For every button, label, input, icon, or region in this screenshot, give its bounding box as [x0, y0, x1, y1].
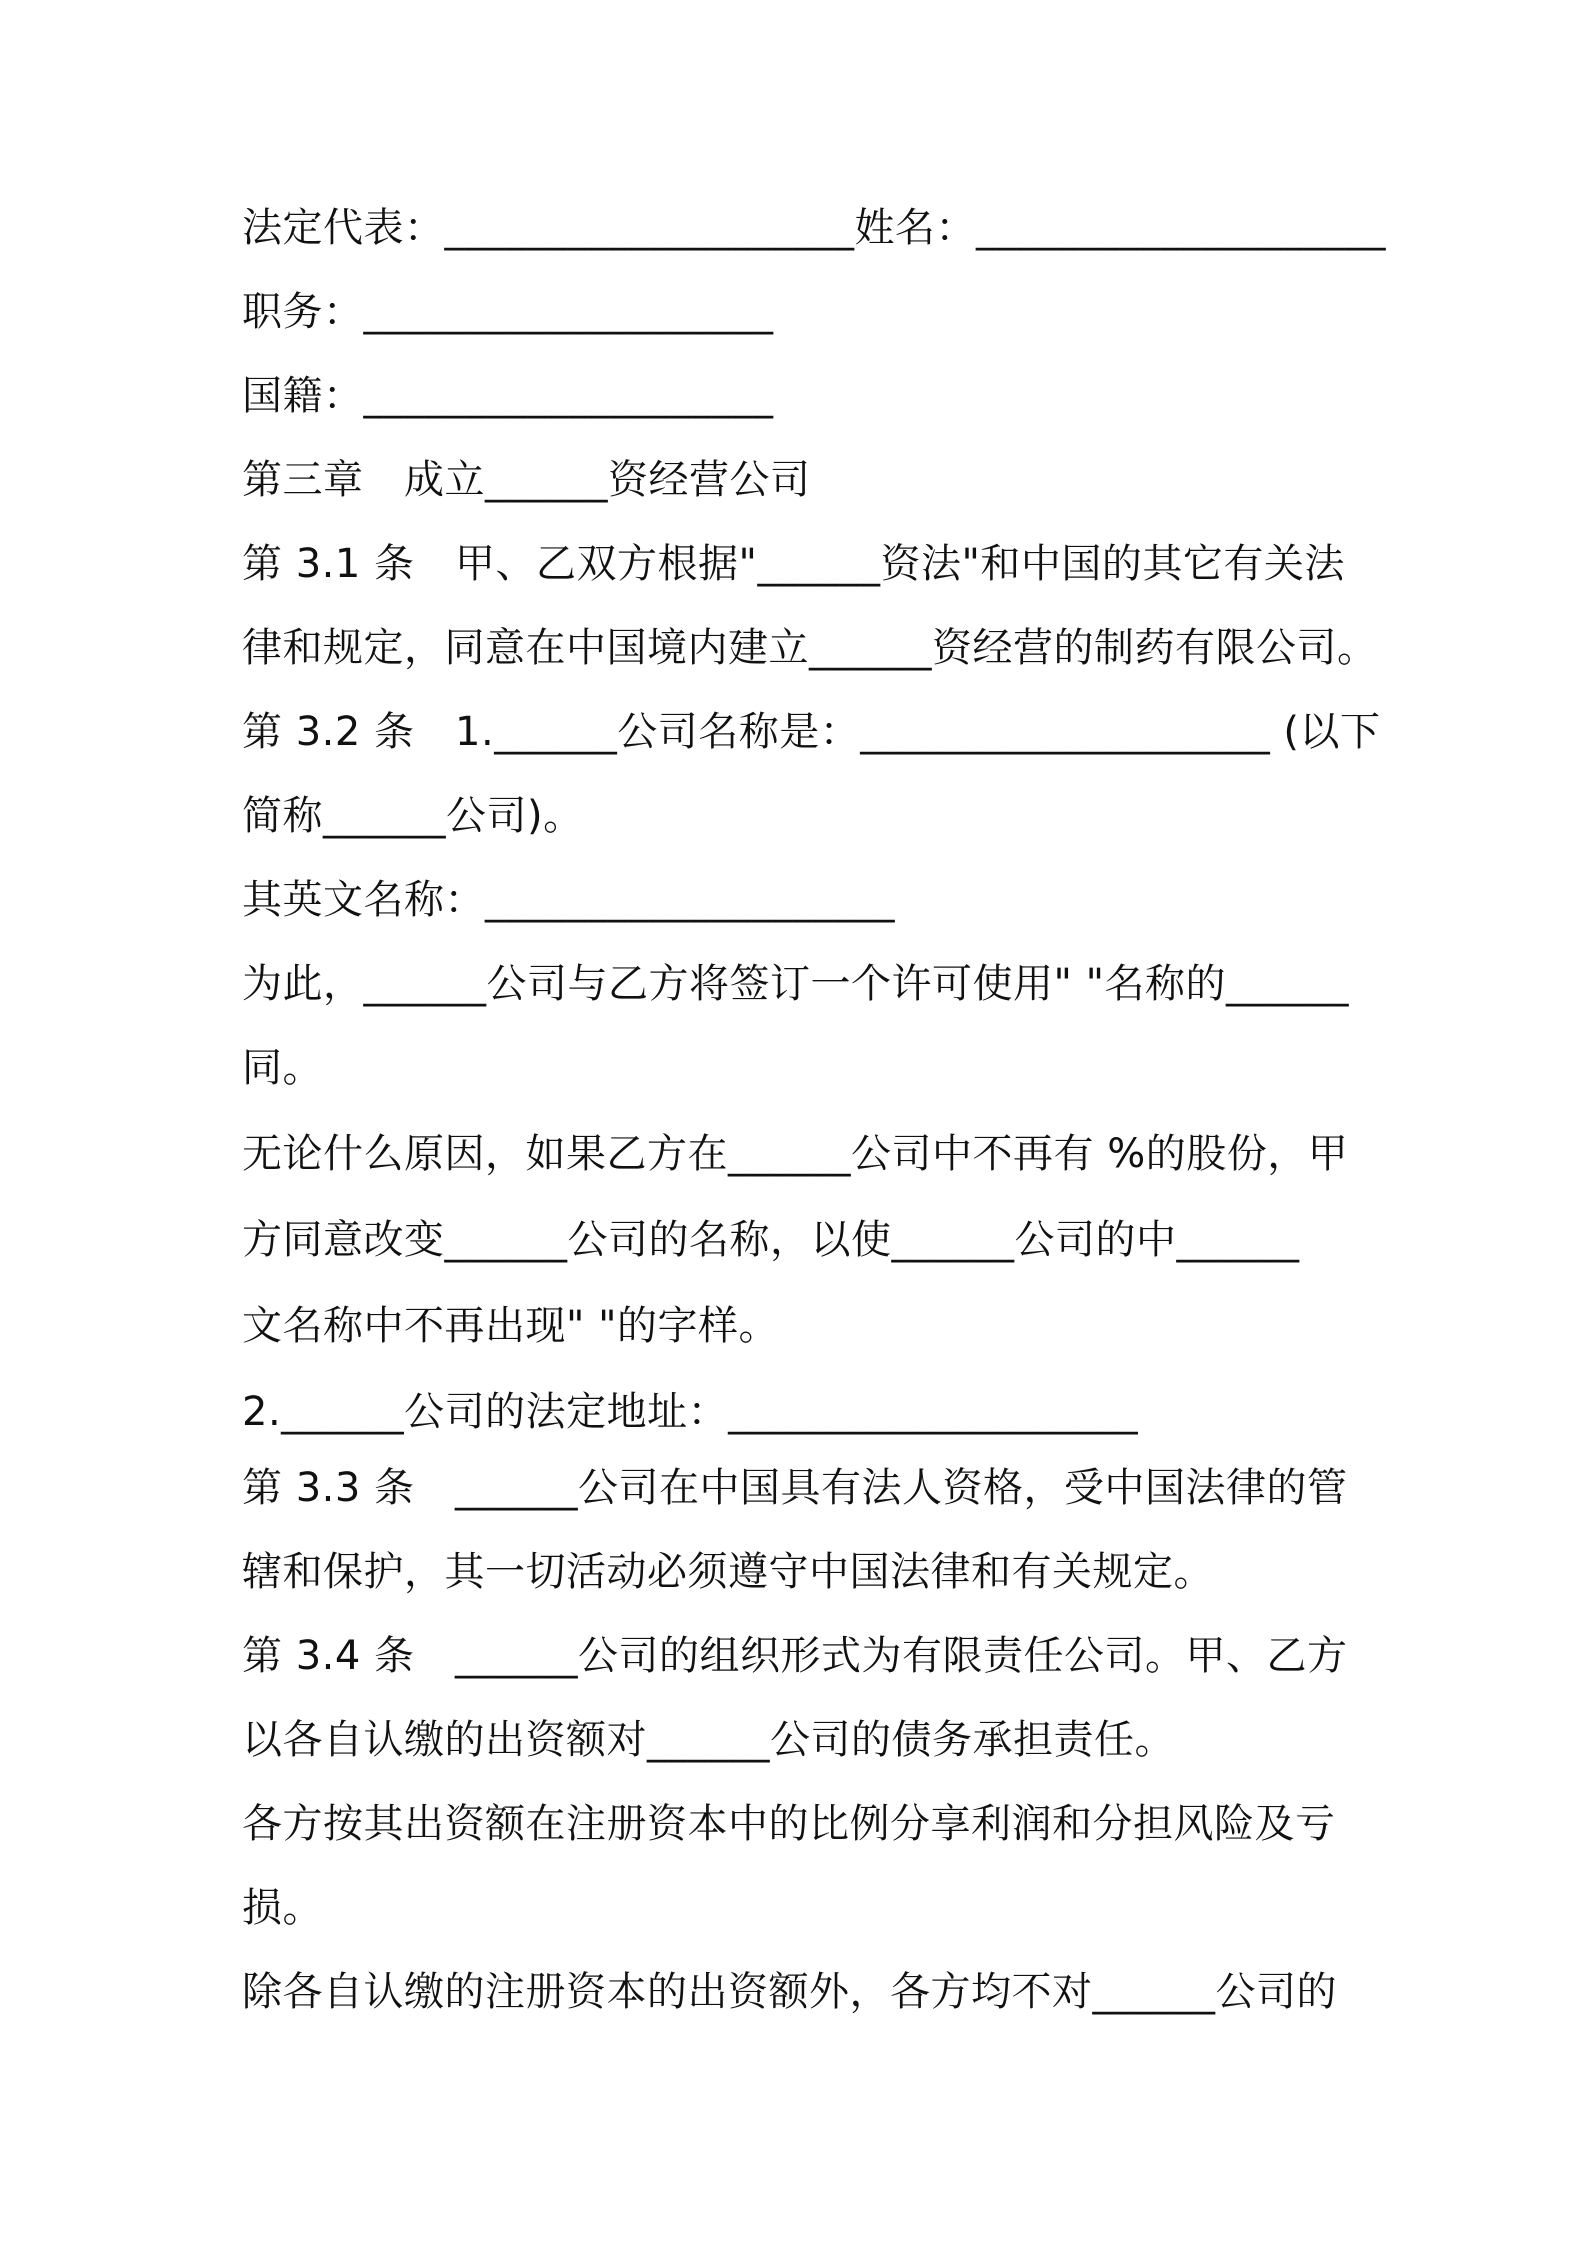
- text-line: 无论什么原因，如果乙方在______公司中不再有 %的股份，甲: [242, 1131, 1349, 1177]
- text-line: 文名称中不再出现" "的字样。: [242, 1303, 780, 1349]
- text-line: 同。: [242, 1045, 323, 1091]
- text-line: 方同意改变______公司的名称，以使______公司的中______: [242, 1217, 1300, 1263]
- text-line: 第 3.1 条 甲、乙双方根据"______资法"和中国的其它有关法: [242, 541, 1345, 587]
- text-line: 除各自认缴的注册资本的出资额外，各方均不对______公司的: [242, 1969, 1337, 2015]
- text-line: 为此，______公司与乙方将签订一个许可使用" "名称的______: [242, 961, 1350, 1007]
- chapter-heading: 第三章 成立______资经营公司: [242, 457, 811, 503]
- text-line: 第 3.4 条 ______公司的组织形式为有限责任公司。甲、乙方: [242, 1633, 1348, 1679]
- text-line: 简称______公司)。: [242, 793, 584, 839]
- text-line: 辖和保护，其一切活动必须遵守中国法律和有关规定。: [242, 1549, 1214, 1595]
- text-line: 国籍：____________________: [242, 373, 774, 419]
- text-line: 法定代表：____________________姓名：____________________: [242, 205, 1386, 251]
- text-line: 损。: [242, 1885, 323, 1931]
- text-line: 各方按其出资额在注册资本中的比例分享利润和分担风险及亏: [242, 1801, 1336, 1847]
- text-line: 第 3.3 条 ______公司在中国具有法人资格，受中国法律的管: [242, 1465, 1348, 1511]
- text-line: 职务：____________________: [242, 289, 774, 335]
- text-line: 其英文名称：____________________: [242, 877, 895, 923]
- text-line: 2.______公司的法定地址：____________________: [242, 1389, 1139, 1435]
- text-line: 第 3.2 条 1.______公司名称是：____________________ (以下: [242, 709, 1381, 755]
- text-line: 以各自认缴的出资额对______公司的债务承担责任。: [242, 1717, 1175, 1763]
- text-line: 律和规定，同意在中国境内建立______资经营的制药有限公司。: [242, 625, 1378, 671]
